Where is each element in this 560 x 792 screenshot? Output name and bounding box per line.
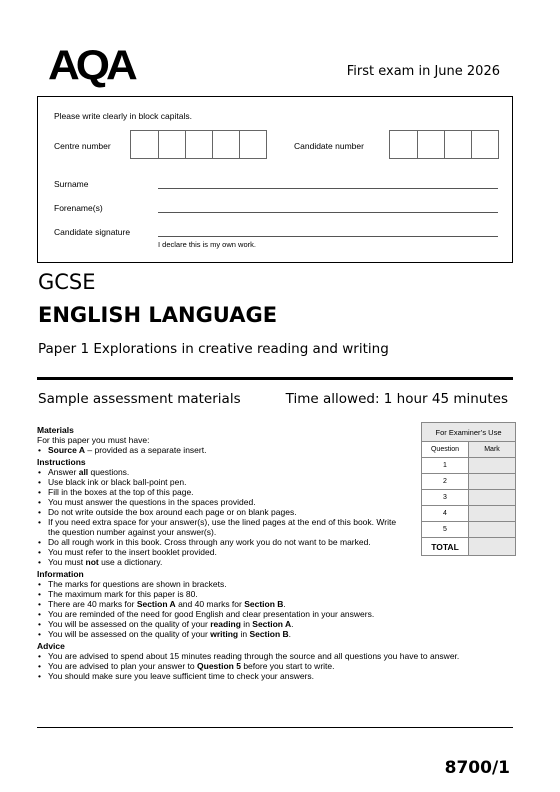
examiner-table-header: For Examiner’s Use — [422, 423, 516, 442]
candidate-number-digit[interactable] — [444, 131, 471, 158]
aqa-logo: AQA — [48, 42, 134, 89]
candidate-number-field[interactable] — [389, 130, 499, 159]
question-number: 5 — [422, 522, 469, 538]
table-row — [422, 506, 516, 522]
mark-cell — [469, 474, 516, 490]
list-item: • You will be assessed on the quality of your reading in Section A. — [37, 619, 507, 629]
question-number: 4 — [422, 506, 469, 522]
list-item: • You must answer the questions in the spaces provided. — [37, 497, 397, 507]
examiner-use-table — [421, 422, 516, 556]
candidate-number-digit[interactable] — [390, 131, 417, 158]
list-item: • Source A – provided as a separate insert. — [37, 445, 397, 455]
question-number: 3 — [422, 490, 469, 506]
candidate-number-digit[interactable] — [417, 131, 444, 158]
question-number: 2 — [422, 474, 469, 490]
candidate-details-box — [37, 96, 513, 263]
list-item: • The marks for questions are shown in brackets. — [37, 579, 507, 589]
centre-number-digit[interactable] — [239, 131, 266, 158]
candidate-number-digit[interactable] — [471, 131, 498, 158]
total-label: TOTAL — [422, 538, 469, 556]
list-item: • Fill in the boxes at the top of this page. — [37, 487, 397, 497]
centre-number-digit[interactable] — [185, 131, 212, 158]
instructions-heading: Instructions — [37, 457, 86, 467]
centre-number-digit[interactable] — [212, 131, 239, 158]
list-item: • Do all rough work in this book. Cross through any work you do not want to be marked. — [37, 537, 397, 547]
list-item: • You must refer to the insert booklet provided. — [37, 547, 397, 557]
list-item: • You are advised to plan your answer to Question 5 before you start to write. — [37, 661, 507, 671]
mark-cell — [469, 458, 516, 474]
surname-field[interactable] — [158, 188, 498, 189]
list-item: • Use black ink or black ball-point pen. — [37, 477, 397, 487]
list-item: • You should make sure you leave sufficient time to check your answers. — [37, 671, 507, 681]
surname-label: Surname — [54, 179, 89, 189]
paper-title: Paper 1 Explorations in creative reading and writing — [38, 341, 389, 357]
first-exam-date: First exam in June 2026 — [346, 64, 500, 79]
materials-intro: For this paper you must have: — [37, 435, 150, 445]
list-item: • You will be assessed on the quality of your writing in Section B. — [37, 629, 507, 639]
question-number: 1 — [422, 458, 469, 474]
table-row — [422, 474, 516, 490]
mark-column-header: Mark — [469, 442, 516, 458]
list-item: • Do not write outside the box around each page or on blank pages. — [37, 507, 397, 517]
signature-label: Candidate signature — [54, 227, 131, 237]
centre-number-field[interactable] — [130, 130, 267, 159]
sample-label: Sample assessment materials — [38, 391, 241, 407]
list-item: • There are 40 marks for Section A and 40 marks for Section B. — [37, 599, 507, 609]
subject-title: ENGLISH LANGUAGE — [38, 303, 278, 327]
question-column-header: Question — [422, 442, 469, 458]
centre-number-digit[interactable] — [158, 131, 185, 158]
forenames-label: Forename(s) — [54, 203, 103, 213]
forenames-field[interactable] — [158, 212, 498, 213]
signature-field[interactable] — [158, 236, 498, 237]
block-capitals-note: Please write clearly in block capitals. — [54, 111, 192, 121]
table-row — [422, 458, 516, 474]
mark-cell — [469, 506, 516, 522]
materials-heading: Materials — [37, 425, 74, 435]
advice-list — [37, 651, 507, 681]
paper-code: 8700/1 — [444, 758, 510, 778]
information-heading: Information — [37, 569, 84, 579]
mark-cell — [469, 522, 516, 538]
candidate-number-label: Candidate number — [294, 141, 364, 151]
divider — [37, 377, 513, 380]
centre-number-label: Centre number — [54, 141, 111, 151]
mark-cell — [469, 490, 516, 506]
declaration-text: I declare this is my own work. — [158, 240, 256, 249]
table-row — [422, 490, 516, 506]
list-item: • If you need extra space for your answer(s), use the lined pages at the end of this book. Write the question number against your answer(s). — [37, 517, 397, 537]
advice-heading: Advice — [37, 641, 65, 651]
list-item: • You are reminded of the need for good English and clear presentation in your answers. — [37, 609, 507, 619]
time-allowed: Time allowed: 1 hour 45 minutes — [285, 391, 508, 407]
list-item: • Answer all questions. — [37, 467, 397, 477]
list-item: • The maximum mark for this paper is 80. — [37, 589, 507, 599]
total-mark-cell — [469, 538, 516, 556]
divider — [37, 727, 513, 728]
information-list — [37, 579, 507, 639]
table-row — [422, 522, 516, 538]
list-item: • You must not use a dictionary. — [37, 557, 397, 567]
qualification-level: GCSE — [38, 270, 96, 294]
table-row — [422, 538, 516, 556]
list-item: • You are advised to spend about 15 minutes reading through the source and all questions you have to answer. — [37, 651, 507, 661]
centre-number-digit[interactable] — [131, 131, 158, 158]
